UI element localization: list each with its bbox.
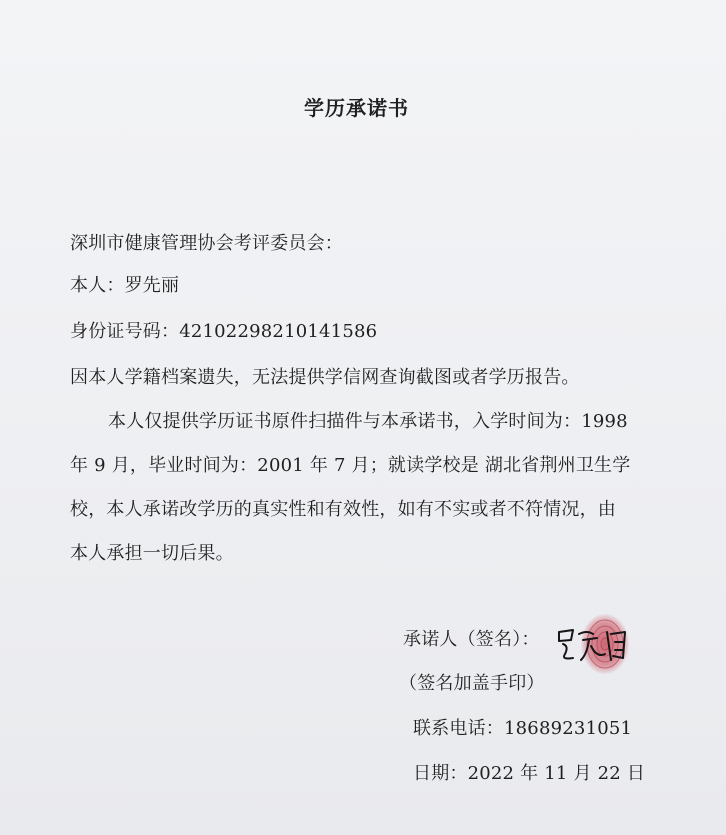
signature-note: （签名加盖手印） (399, 673, 545, 694)
id-number-line: 身份证号码：42102298210141586 (70, 321, 378, 342)
signature-label: 承诺人（签名）： (403, 629, 540, 650)
body-line-1: 本人仅提供学历证书原件扫描件与本承诺书，入学时间为：1998 (108, 411, 628, 432)
body-line-4: 本人承担一切后果。 (70, 543, 234, 564)
document-title: 学历承诺书 (304, 96, 409, 120)
name-line: 本人：罗先丽 (70, 275, 180, 296)
addressee: 深圳市健康管理协会考评委员会： (70, 233, 343, 254)
body-line-2: 年 9 月，毕业时间为：2001 年 7 月；就读学校是 湖北省荆州卫生学 (70, 455, 631, 476)
reason-line: 因本人学籍档案遗失，无法提供学信网查询截图或者学历报告。 (70, 367, 580, 388)
body-line-3: 校，本人承诺改学历的真实性和有效性，如有不实或者不符情况，由 (70, 499, 616, 520)
phone-line: 联系电话：18689231051 (413, 718, 633, 739)
signature-with-thumbprint (553, 610, 643, 680)
date-line: 日期：2022 年 11 月 22 日 (413, 763, 646, 784)
thumbprint-signature-image (553, 610, 643, 680)
